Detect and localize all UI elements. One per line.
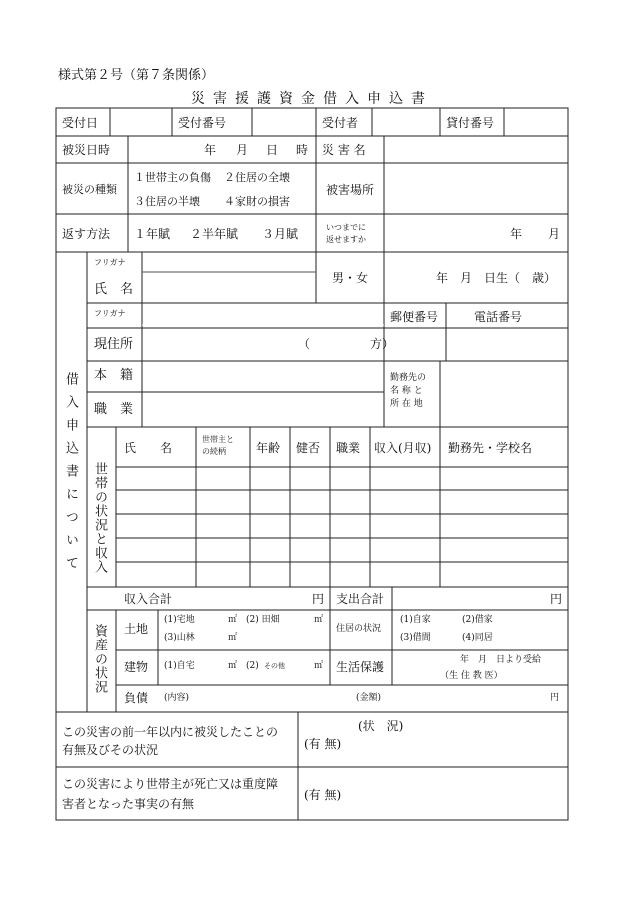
- household-side-label: 世帯の状況と収入: [92, 462, 107, 574]
- building-home: (1)自宅: [164, 661, 195, 671]
- loan-number-label: 貸付番号: [446, 116, 495, 130]
- workplace-label-line1: 勤務先の: [390, 373, 427, 383]
- birthdate-label: 年 月 日生（ 歳）: [436, 271, 557, 285]
- housing-option-cohabit: (4)同居: [462, 633, 493, 643]
- land-label: 土地: [124, 622, 149, 636]
- debt-detail-label: (内容): [164, 693, 190, 703]
- household-col-health: 健否: [296, 441, 321, 455]
- furigana-label-address: フリガナ: [94, 309, 126, 318]
- workplace-label-line3: 所 在 地: [390, 399, 423, 409]
- housing-option-room: (3)借間: [400, 633, 431, 643]
- side-label-application: 借入申込書について: [63, 372, 78, 579]
- damage-option-1: １世帯主の負傷: [134, 171, 211, 184]
- land-forest: (3)山林: [164, 633, 195, 643]
- land-forest-sqm: ㎡: [228, 633, 238, 643]
- household-col-relation-line2: の続柄: [202, 447, 226, 456]
- repay-month-label: 月: [548, 227, 561, 241]
- form-number: 様式第２号（第７条関係）: [58, 68, 215, 83]
- expense-total-label: 支出合計: [336, 592, 385, 606]
- prior-disaster-existence: (有 無): [304, 737, 342, 751]
- welfare-kind: （生 住 教 医）: [440, 671, 503, 681]
- building-other-num: (2): [246, 661, 259, 671]
- housing-status-label: 住居の状況: [336, 624, 382, 634]
- repay-until-line2: 返せますか: [326, 235, 366, 244]
- building-other-label: その他: [264, 662, 285, 670]
- occupation-label: 職 業: [94, 402, 134, 417]
- domicile-label: 本 籍: [94, 368, 134, 383]
- damage-type-label: 被災の種類: [62, 183, 117, 196]
- building-home-sqm: ㎡: [228, 661, 238, 671]
- household-col-age: 年齢: [256, 441, 281, 455]
- disaster-day-label: 日: [266, 143, 279, 157]
- name-label: 氏 名: [94, 282, 134, 297]
- address-label: 現住所: [94, 337, 134, 352]
- housing-option-rent: (2)借家: [462, 615, 493, 625]
- sex-label: 男・女: [332, 271, 369, 285]
- household-col-workplace: 勤務先・学校名: [448, 441, 533, 455]
- repay-option-2: ２半年賦: [190, 227, 239, 241]
- damage-place-label: 被害場所: [326, 183, 375, 197]
- damage-option-2: ２住居の全壊: [224, 171, 290, 184]
- prior-disaster-question-line2: 有無及びその状況: [62, 743, 159, 757]
- phone-number-label: 電話番号: [474, 310, 523, 324]
- death-existence: (有 無): [304, 788, 342, 802]
- receiver-label: 受付者: [322, 116, 359, 130]
- disaster-month-label: 月: [236, 143, 249, 157]
- housing-option-own: (1)自家: [400, 615, 431, 625]
- land-residential: (1)宅地: [164, 615, 195, 625]
- prior-disaster-question-line1: この災害の前一年以内に被災したことの: [62, 725, 279, 739]
- damage-option-4: ４家財の損害: [224, 195, 290, 208]
- welfare-label: 生活保護: [336, 660, 385, 674]
- household-col-relation-line1: 世帯主と: [202, 435, 234, 444]
- income-total-yen: 円: [312, 592, 325, 606]
- disaster-hour-label: 時: [296, 143, 309, 157]
- receipt-number-label: 受付番号: [178, 116, 227, 130]
- repay-year-label: 年: [510, 227, 523, 241]
- death-question-line1: この災害により世帯主が死亡又は重度障: [62, 777, 279, 791]
- household-col-name: 氏 名: [124, 441, 173, 455]
- welfare-date: 年 月 日より受給: [460, 655, 542, 665]
- damage-option-3: ３住居の半壊: [134, 195, 200, 208]
- postal-code-label: 郵便番号: [390, 310, 439, 324]
- prior-disaster-status-label: (状 況): [358, 719, 404, 733]
- household-col-job: 職業: [336, 441, 361, 455]
- debt-amount-label: (金額): [356, 693, 382, 703]
- address-care-of-label: （ 方）: [298, 337, 395, 351]
- workplace-label-line2: 名 称 と: [390, 386, 423, 396]
- building-other-sqm: ㎡: [314, 661, 324, 671]
- death-question-line2: 害者となった事実の有無: [62, 797, 195, 811]
- repay-option-1: １年賦: [134, 227, 171, 241]
- disaster-year-label: 年: [204, 143, 217, 157]
- land-farmland: (2) 田畑: [246, 615, 280, 625]
- repay-method-label: 返す方法: [62, 227, 111, 241]
- receipt-date-label: 受付日: [62, 116, 99, 130]
- furigana-label-name: フリガナ: [94, 258, 126, 267]
- repay-until-line1: いつまでに: [326, 223, 366, 232]
- land-farmland-sqm: ㎡: [314, 615, 324, 625]
- debt-yen: 円: [550, 693, 560, 703]
- assets-side-label: 資産の状況: [92, 624, 107, 694]
- income-total-label: 収入合計: [124, 592, 173, 606]
- repay-option-3: ３月賦: [262, 227, 299, 241]
- expense-total-yen: 円: [550, 592, 563, 606]
- form-title: 災害援護資金借入申込書: [191, 91, 433, 107]
- land-residential-sqm: ㎡: [228, 615, 238, 625]
- debt-label: 負債: [124, 691, 149, 705]
- disaster-name-label: 災 害 名: [322, 143, 366, 157]
- household-col-income: 収入(月収): [374, 441, 432, 455]
- building-label: 建物: [124, 660, 149, 674]
- disaster-date-label: 被災日時: [62, 143, 111, 157]
